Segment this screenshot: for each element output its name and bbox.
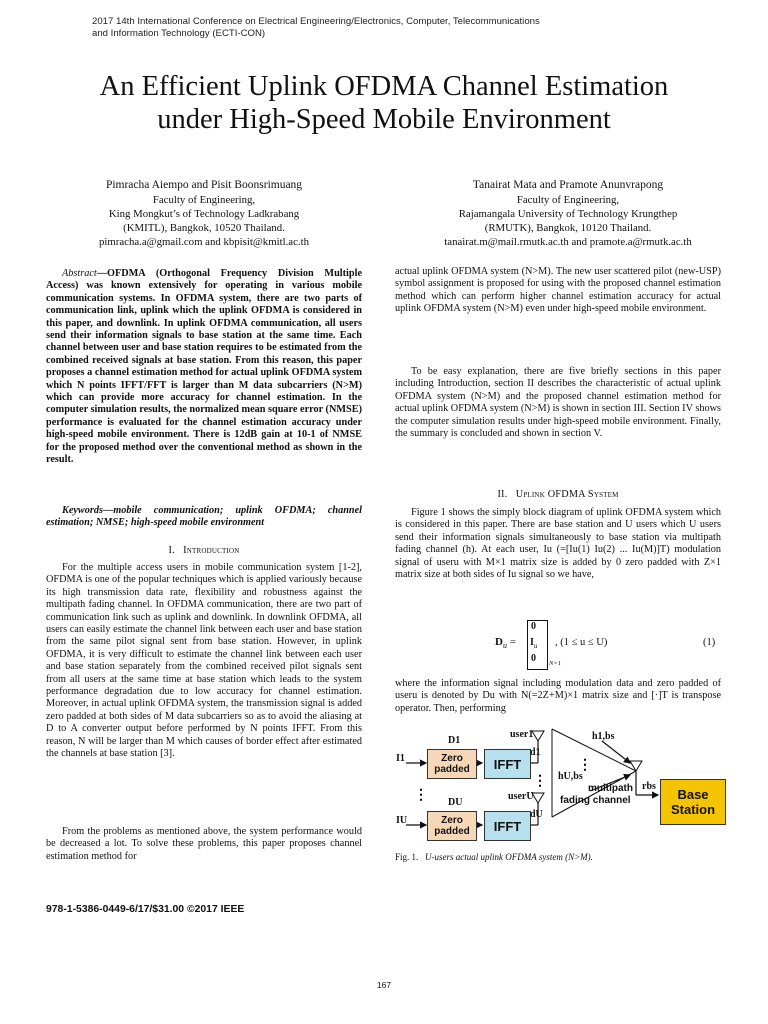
label-user1: user1 [510,729,534,740]
conference-header [92,16,692,40]
intro-paragraph-1: For the multiple access users in mobile communication system [1-2], OFDMA is one of the popular techniques which is applied variously because its high transmission data rate, flexibility and robustness against the multipath fading channel. In OFDMA communication, there are two part of communication link such as uplink and downlink. In downlink OFDMA, all users can easily estimate the channel link between each user and base station from the same pilot signal sent from base station. However, in uplink OFDMA, it is very difficult to estimate the channel link between each user and base station separately from the combined received pilot signals sent from all users at the same time at base station which leads to the system performance degradation due to low accuracy for channel estimation. Moreover, in actual uplink OFDMA system, the transmission signal is added zero padded at both sides of M data subcarriers so as to avoid the aliasing at D to A converter output before performed by N points IFFT. From this reason, N will be larger than M which causes of border effect after estimated the channels at base station [3]. [46,562,362,760]
equation-lhs: $D_u$ = [495,636,516,651]
author-institution: King Mongkut’s of Technology Ladkrabang [108,208,300,220]
paper-title [40,70,728,136]
title-line-2: under High-Speed Mobile Environment [157,104,611,135]
caption-text: U-users actual uplink OFDMA system (N>M). [425,852,593,862]
ifft-block-userU: IFFT [484,811,531,841]
section-number: II. [497,489,508,500]
svg-text:⋮: ⋮ [414,788,428,803]
section-number: I. [168,545,175,556]
section-heading-introduction [46,545,362,556]
keywords-text: —mobile communication; uplink OFDMA; channel estimation; NMSE; high-speed mobile environment [46,505,362,529]
author-names: Pimracha Aiempo and Pisit Boonsrimuang [105,179,303,191]
zero-padded-block-userU: Zero padded [427,811,477,841]
label-DU: DU [448,797,463,808]
label-d1: d1 [530,747,541,758]
label-userU: userU [508,791,534,802]
svg-text:⋮: ⋮ [533,774,547,789]
abstract-label: Abstract [62,268,97,279]
right-paragraph-3: Figure 1 shows the simply block diagram of uplink OFDMA system which is considered in this paper. There are base station and U users which U users send their information signals simultaneously to base station via multipath fading channel (h). At each user, Iu (=[Iu(1) Iu(2) ... Iu(M)]T) modulation signal of useru with M×1 matrix size is added by 0 zero padded with Z×1 matrix size at both sides of Iu signal so we have, [395,507,721,581]
label-IU: IU [396,815,408,826]
author-dept: Faculty of Engineering, [516,194,620,206]
page-number: 167 [376,980,392,990]
author-address: (RMUTK), Bangkok, 10120 Thailand. [484,222,652,234]
right-paragraph-2: To be easy explanation, there are five briefly sections in this paper including Introduction, section II describes the characteristic of actual uplink OFDMA system (N>M) and the proposed channel estimation method for actual uplink OFDMA system (N>M) is shown in section III. Section IV shows the computer simulation results under high-speed mobile environment. Finally, the summary is concluded and shown in section V. [395,366,721,440]
isbn-copyright: 978-1-5386-0449-6/17/$31.00 ©2017 IEEE [46,904,245,915]
label-multipath: multipath [588,783,633,794]
equation-condition: , (1 ≤ u ≤ U) [555,637,608,648]
section-heading-uplink [395,489,721,500]
keywords-label: Keywords [62,505,103,516]
equation-number: (1) [703,637,716,648]
author-block-1 [44,178,364,249]
abstract [46,268,362,467]
conference-line-1: 2017 14th International Conference on Electrical Engineering/Electronics, Computer, Telecommunications [92,16,540,27]
svg-text:⋮: ⋮ [578,758,592,773]
author-email: tanairat.m@mail.rmutk.ac.th and pramote.a@rmutk.ac.th [444,236,692,248]
figure-1-block-diagram [392,725,728,855]
title-line-1: An Efficient Uplink OFDMA Channel Estimation [99,71,669,102]
matrix-zero-top: 0 [531,621,536,632]
abstract-text: OFDMA (Orthogonal Frequency Division Multiple Access) was known extensively for operating in various mobile communication systems. In OFDMA system, there are two parts of communication link, uplink which the uplink OFDMA is considered in this paper, and downlink. In uplink OFDMA communication, all users send their information signals to base station at the same time. Each channel between user and base station requires to be estimated from the combined received signals at base station. From this reason, this paper proposes a channel estimation method for actual uplink OFDMA system which N points IFFT/FFT is larger than M data subcarriers (N>M) which can provide more accuracy for channel estimation. In the computer simulation results, the normalized mean square error (NMSE) performance is evaluated for the channel estimation accuracy under high-speed mobile environment. There is 12dB gain at 10-1 of NMSE for the proposed method over the conventional method as shown in the result. [46,268,362,466]
label-rbs: rbs [642,781,656,792]
matrix-input: $I_u$ [530,637,538,650]
author-institution: Rajamangala University of Technology Krungthep [458,208,678,220]
label-I1: I1 [396,753,405,764]
keywords [46,505,362,530]
zero-padded-block-user1: Zero padded [427,749,477,779]
matrix-zero-bottom: 0 [531,653,536,664]
equation-1 [395,620,721,670]
base-station-block: Base Station [660,779,726,825]
author-email: pimracha.a@gmail.com and kbpisit@kmitl.ac.th [99,236,309,248]
author-address: (KMITL), Bangkok, 10520 Thailand. [123,222,285,234]
author-block-2 [408,178,728,249]
label-h1bs: h1,bs [592,731,615,742]
label-hUbs: hU,bs [558,771,583,782]
label-fading-channel: fading channel [560,795,631,806]
section-title: Introduction [183,545,240,556]
abstract-dash: — [96,268,107,279]
section-title: Uplink OFDMA System [515,489,619,500]
conference-line-2: and Information Technology (ECTI-CON) [92,28,266,39]
matrix-dimension: N×1 [549,660,561,667]
right-paragraph-1: actual uplink OFDMA system (N>M). The new user scattered pilot (new-USP) symbol assignment is proposed for using with the proposed channel estimation method which can perform higher channel estimation accuracy for actual uplink OFDMA system (N>M) even under high-speed mobile environment. [395,266,721,315]
right-paragraph-4: where the information signal including modulation data and zero padded of useru is denoted by Du with N(=2Z+M)×1 matrix size and [·]T is transpose operator. Then, performing [395,678,721,714]
author-dept: Faculty of Engineering, [152,194,256,206]
label-D1: D1 [448,735,461,746]
intro-paragraph-2: From the problems as mentioned above, the system performance would be decreased a lot. To solve these problems, this paper proposes channel estimation method for [46,826,362,862]
figure-1-caption [395,852,721,862]
author-names: Tanairat Mata and Pramote Anunvrapong [472,179,664,191]
ifft-block-user1: IFFT [484,749,531,779]
label-dU: dU [530,809,543,820]
caption-prefix: Fig. 1. [395,852,419,862]
